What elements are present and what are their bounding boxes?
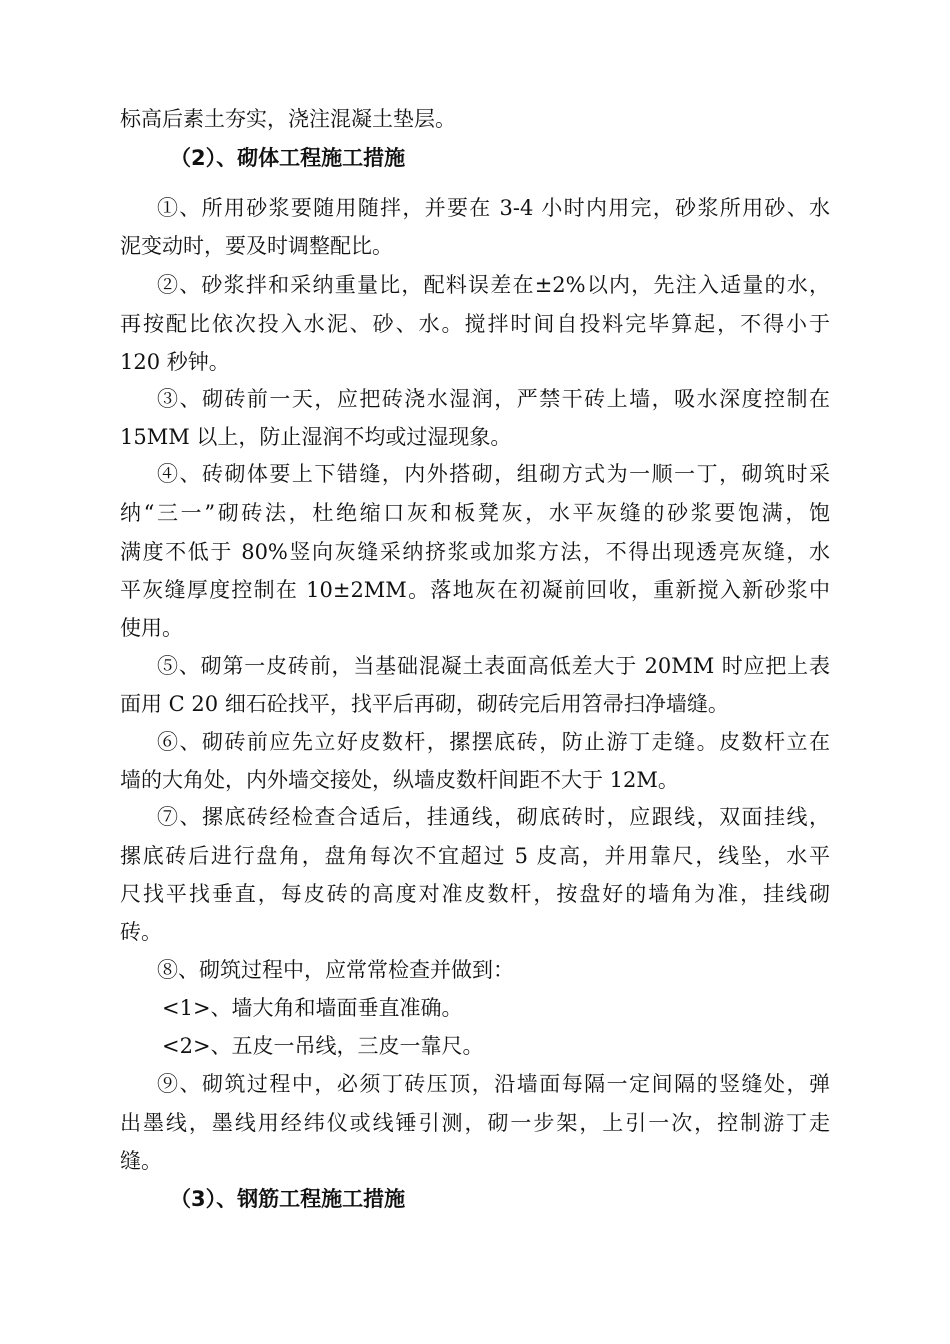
paragraph-line: 缝。: [120, 1149, 162, 1173]
paragraph-line: 120 秒钟。: [120, 350, 230, 374]
paragraph-line: ⑧、砌筑过程中，应常常检查并做到：: [157, 958, 514, 982]
section-heading-masonry: （2）、砌体工程施工措施: [170, 146, 406, 170]
paragraph-line: 砖。: [120, 920, 162, 944]
paragraph-line: ⑦、摞底砖经检查合适后，挂通线，砌底砖时，应跟线，双面挂线，: [157, 805, 830, 829]
paragraph-line: 泥变动时，要及时调整配比。: [120, 234, 393, 258]
paragraph-line: 摞底砖后进行盘角，盘角每次不宜超过 5 皮高，并用靠尺，线坠，水平: [120, 844, 830, 868]
paragraph-line: ②、砂浆拌和采纳重量比，配料误差在±2%以内，先注入适量的水，: [157, 273, 830, 297]
paragraph-line: ⑤、砌第一皮砖前，当基础混凝土表面高低差大于 20MM 时应把上表: [157, 654, 830, 678]
paragraph-line: 纳“三一”砌砖法，杜绝缩口灰和板凳灰，水平灰缝的砂浆要饱满，饱: [120, 501, 830, 525]
paragraph-line: ①、所用砂浆要随用随拌，并要在 3-4 小时内用完，砂浆所用砂、水: [157, 196, 830, 220]
paragraph-line: 满度不低于 80%竖向灰缝采纳挤浆或加浆方法，不得出现透亮灰缝，水: [120, 540, 830, 564]
paragraph-line: ④、砖砌体要上下错缝，内外搭砌，组砌方式为一顺一丁，砌筑时采: [157, 462, 830, 486]
paragraph-line: 15MM 以上，防止湿润不均或过湿现象。: [120, 425, 512, 449]
paragraph-line: 尺找平找垂直，每皮砖的高度对准皮数杆，按盘好的墙角为准，挂线砌: [120, 882, 830, 906]
list-item: <2>、五皮一吊线，三皮一靠尺。: [162, 1034, 484, 1058]
paragraph-line: 出墨线，墨线用经纬仪或线锤引测，砌一步架，上引一次，控制游丁走: [120, 1111, 830, 1135]
list-item: <1>、墙大角和墙面垂直准确。: [162, 996, 463, 1020]
paragraph-line: ⑥、砌砖前应先立好皮数杆，摞摆底砖，防止游丁走缝。皮数杆立在: [157, 730, 830, 754]
paragraph-line: ③、砌砖前一天，应把砖浇水湿润，严禁干砖上墙，吸水深度控制在: [157, 387, 830, 411]
paragraph-line: 面用 C 20 细石砼找平，找平后再砌，砌砖完后用笤帚扫净墙缝。: [120, 692, 729, 716]
paragraph-line: 标高后素土夯实，浇注混凝土垫层。: [120, 107, 456, 131]
paragraph-line: 平灰缝厚度控制在 10±2MM。落地灰在初凝前回收，重新搅入新砂浆中: [120, 578, 830, 602]
paragraph-line: 再按配比依次投入水泥、砂、水。搅拌时间自投料完毕算起，不得小于: [120, 312, 830, 336]
paragraph-line: 使用。: [120, 616, 183, 640]
paragraph-line: ⑨、砌筑过程中，必须丁砖压顶，沿墙面每隔一定间隔的竖缝处，弹: [157, 1072, 830, 1096]
section-heading-rebar: （3）、钢筋工程施工措施: [170, 1187, 406, 1211]
paragraph-line: 墙的大角处，内外墙交接处，纵墙皮数杆间距不大于 12M。: [120, 768, 679, 792]
